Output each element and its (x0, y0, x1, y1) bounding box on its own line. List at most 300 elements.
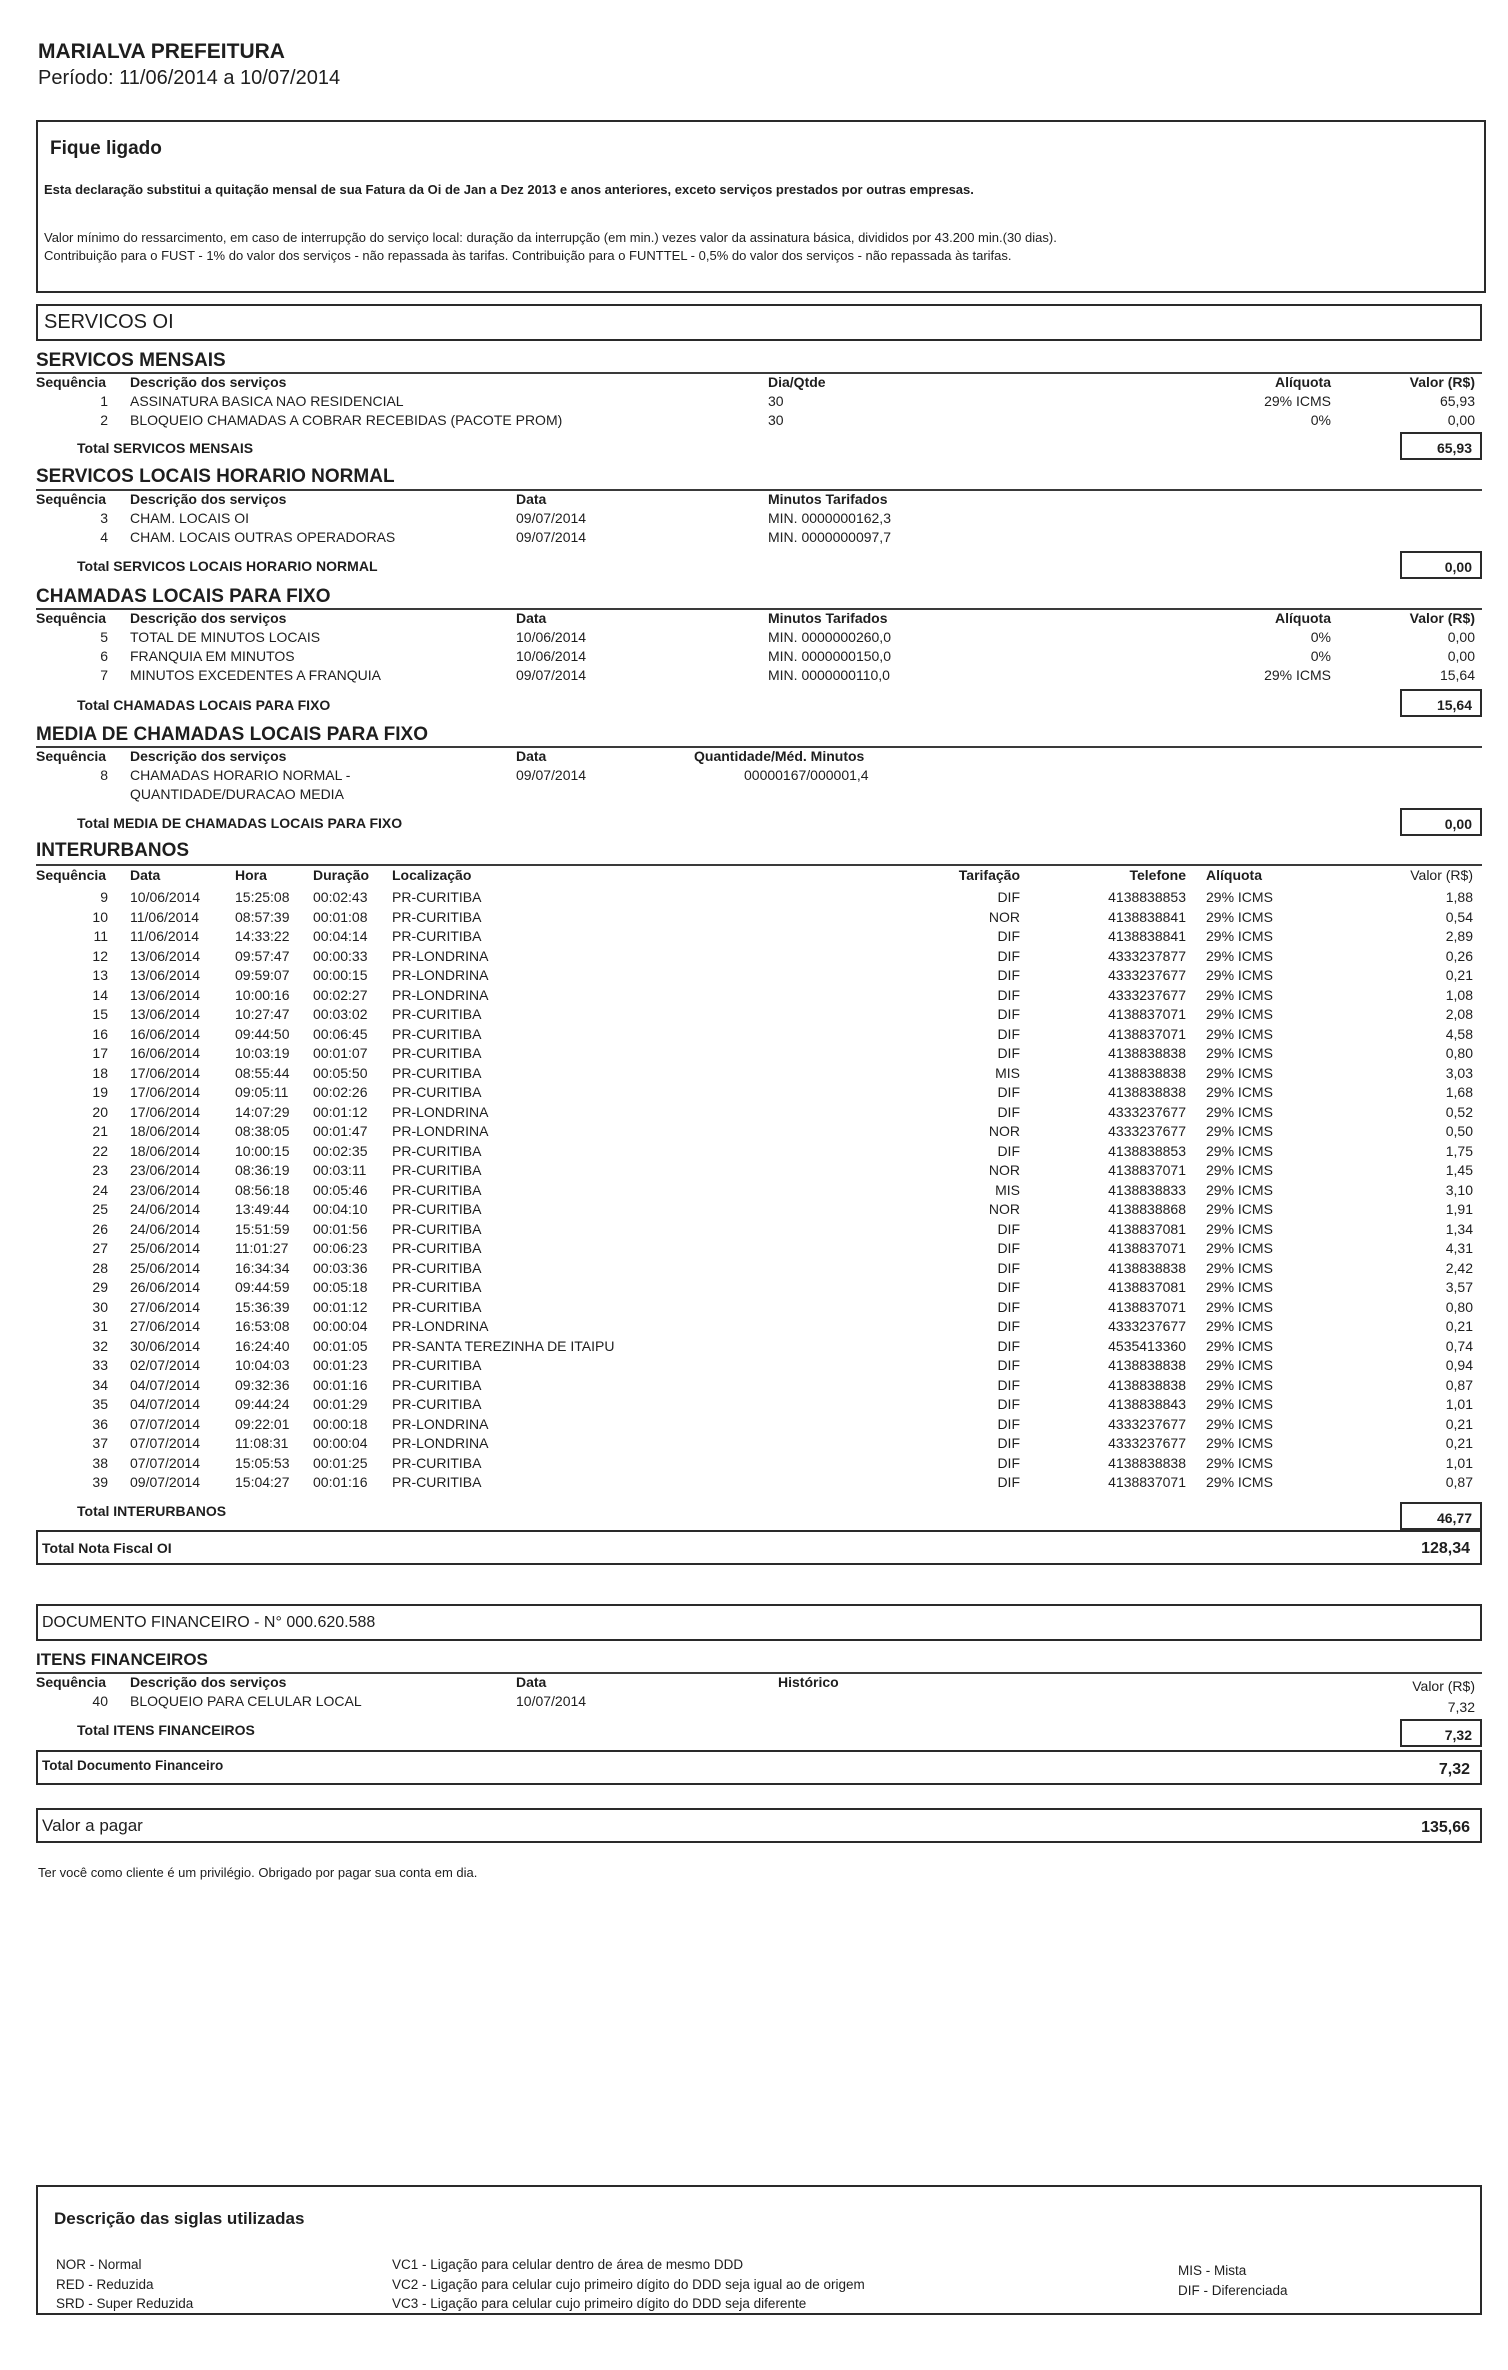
row-seq: 7 (100, 667, 108, 683)
row-tarifacao: NOR (988, 1162, 1020, 1178)
row-seq: 20 (92, 1103, 108, 1120)
row-hora: 15:51:59 (235, 1220, 290, 1237)
row-seq: 13 (92, 967, 108, 983)
row-valor: 1,08 (1445, 986, 1473, 1003)
row-hora: 08:56:18 (235, 1181, 290, 1198)
row-desc: ASSINATURA BASICA NAO RESIDENCIAL (130, 393, 404, 409)
section-title-locais-fixo: CHAMADAS LOCAIS PARA FIXO (36, 586, 331, 607)
row-valor: 3,10 (1445, 1181, 1473, 1198)
table-row (0, 1693, 1508, 1713)
row-valor: 0,52 (1445, 1103, 1473, 1120)
row-valor: 1,75 (1445, 1142, 1473, 1159)
row-minutos: MIN. 0000000150,0 (768, 648, 891, 664)
row-tarifacao: DIF (997, 1279, 1020, 1295)
row-data: 16/06/2014 (130, 1045, 201, 1061)
row-aliquota: 0% (1310, 648, 1331, 664)
row-qtde: 30 (768, 393, 784, 409)
col-data: Data (130, 867, 161, 883)
sigla-nor: NOR - Normal (56, 2257, 142, 2272)
servicos-oi-header (36, 304, 1482, 341)
row-data: 23/06/2014 (130, 1181, 201, 1198)
row-localizacao: PR-CURITIBA (392, 1142, 482, 1159)
row-tarifacao: DIF (997, 967, 1020, 983)
row-duracao: 00:01:56 (313, 1220, 368, 1237)
table-row (0, 1455, 1508, 1475)
row-localizacao: PR-CURITIBA (392, 1201, 482, 1217)
total-documento-financeiro-label: Total Documento Financeiro (42, 1758, 224, 1773)
row-duracao: 00:00:04 (313, 1435, 368, 1451)
row-telefone: 4138838838 (1108, 1454, 1186, 1471)
row-aliquota: 0% (1310, 629, 1331, 645)
row-data: 17/06/2014 (130, 1064, 201, 1081)
table-row (0, 1318, 1508, 1338)
row-aliquota: 29% ICMS (1206, 928, 1273, 944)
total-label-mensais: Total SERVICOS MENSAIS (77, 440, 254, 456)
row-hora: 09:59:07 (235, 967, 290, 983)
valor-a-pagar-box (36, 1808, 1482, 1843)
table-row (0, 1123, 1508, 1143)
row-qtde: 30 (768, 412, 784, 428)
row-seq: 22 (92, 1142, 108, 1159)
row-seq: 27 (92, 1240, 108, 1256)
row-data: 13/06/2014 (130, 1006, 201, 1022)
row-localizacao: PR-LONDRINA (392, 947, 489, 964)
row-seq: 29 (92, 1279, 108, 1295)
row-hora: 15:05:53 (235, 1454, 290, 1471)
row-data: 04/07/2014 (130, 1396, 201, 1412)
col-aliquota: Alíquota (1206, 867, 1262, 883)
row-valor: 1,45 (1445, 1162, 1473, 1178)
row-data: 27/06/2014 (130, 1318, 201, 1334)
sigla-vc1: VC1 - Ligação para celular dentro de área de mesmo DDD (392, 2257, 744, 2272)
section-title-locais-normal: SERVICOS LOCAIS HORARIO NORMAL (36, 466, 395, 487)
table-row (0, 629, 1508, 649)
row-telefone: 4138837071 (1108, 1474, 1186, 1490)
row-duracao: 00:01:05 (313, 1337, 368, 1354)
total-documento-financeiro-value: 7,32 (1438, 1761, 1470, 1778)
row-data: 13/06/2014 (130, 986, 201, 1003)
col-data: Data (516, 491, 547, 507)
row-valor: 1,34 (1445, 1220, 1473, 1237)
row-localizacao: PR-CURITIBA (392, 1240, 482, 1256)
row-hora: 08:55:44 (235, 1064, 290, 1081)
row-telefone: 4333237677 (1108, 1435, 1186, 1451)
col-aliquota: Alíquota (1275, 374, 1331, 390)
row-valor: 4,58 (1445, 1025, 1473, 1042)
table-row (0, 529, 1508, 549)
row-seq: 5 (100, 629, 108, 645)
row-aliquota: 29% ICMS (1206, 1279, 1273, 1295)
notice-line-2: Valor mínimo do ressarcimento, em caso de interrupção do serviço local: duração da interrupção (em min.) vezes valor da assinatura básica, divididos por 43.200 min.(30 dias). (44, 230, 1057, 245)
row-telefone: 4333237677 (1108, 1103, 1186, 1120)
sigla-dif: DIF - Diferenciada (1178, 2282, 1288, 2298)
col-data: Data (516, 748, 547, 764)
col-seq: Sequência (36, 374, 107, 390)
row-duracao: 00:04:10 (313, 1201, 368, 1217)
total-nota-fiscal-value: 128,34 (1421, 1540, 1470, 1557)
row-duracao: 00:06:45 (313, 1025, 368, 1042)
table-row (0, 412, 1508, 432)
table-row (0, 1026, 1508, 1046)
row-telefone: 4535413360 (1108, 1337, 1186, 1354)
table-row (0, 1377, 1508, 1397)
table-row (0, 1279, 1508, 1299)
row-seq: 17 (92, 1045, 108, 1061)
row-valor: 3,57 (1445, 1279, 1473, 1295)
col-minutos: Minutos Tarifados (768, 610, 888, 626)
table-row-continuation (0, 786, 1508, 806)
col-seq: Sequência (36, 491, 107, 507)
row-localizacao: PR-CURITIBA (392, 1084, 482, 1100)
row-localizacao: PR-CURITIBA (392, 1357, 482, 1373)
row-aliquota: 29% ICMS (1206, 1376, 1273, 1393)
total-nota-fiscal-box (36, 1530, 1482, 1565)
row-valor: 1,68 (1445, 1084, 1473, 1100)
row-duracao: 00:02:43 (313, 889, 368, 905)
row-localizacao: PR-CURITIBA (392, 1064, 482, 1081)
row-tarifacao: DIF (997, 1006, 1020, 1022)
row-tarifacao: DIF (997, 1259, 1020, 1276)
row-minutos: MIN. 0000000162,3 (768, 510, 891, 526)
row-hora: 11:08:31 (235, 1435, 289, 1451)
row-aliquota: 29% ICMS (1206, 1415, 1273, 1432)
row-data: 09/07/2014 (516, 529, 587, 545)
row-hora: 14:33:22 (235, 928, 290, 944)
row-data: 11/06/2014 (130, 928, 200, 944)
table-header-row (0, 748, 1508, 768)
row-localizacao: PR-LONDRINA (392, 1415, 489, 1432)
row-data: 09/07/2014 (130, 1474, 201, 1490)
row-duracao: 00:01:47 (313, 1123, 368, 1139)
col-desc: Descrição dos serviços (130, 1674, 287, 1690)
row-telefone: 4138837071 (1108, 1006, 1186, 1022)
row-data: 17/06/2014 (130, 1103, 201, 1120)
row-desc: BLOQUEIO PARA CELULAR LOCAL (130, 1693, 362, 1709)
table-row (0, 1435, 1508, 1455)
row-localizacao: PR-CURITIBA (392, 928, 482, 944)
row-aliquota: 29% ICMS (1206, 1025, 1273, 1042)
row-hora: 09:44:24 (235, 1396, 290, 1412)
row-duracao: 00:02:27 (313, 986, 368, 1003)
row-data: 17/06/2014 (130, 1084, 201, 1100)
notice-title: Fique ligado (50, 138, 162, 159)
row-tarifacao: DIF (997, 1454, 1020, 1471)
row-tarifacao: DIF (997, 1415, 1020, 1432)
row-data: 23/06/2014 (130, 1162, 201, 1178)
row-aliquota: 29% ICMS (1206, 1298, 1273, 1315)
row-duracao: 00:04:14 (313, 928, 368, 944)
table-row (0, 1260, 1508, 1280)
row-localizacao: PR-CURITIBA (392, 1279, 482, 1295)
row-seq: 9 (100, 889, 108, 905)
row-duracao: 00:01:12 (313, 1298, 368, 1315)
row-duracao: 00:01:16 (313, 1376, 368, 1393)
row-seq: 39 (92, 1474, 108, 1490)
row-telefone: 4138838838 (1108, 1064, 1186, 1081)
col-minutos: Minutos Tarifados (768, 491, 888, 507)
row-aliquota: 29% ICMS (1206, 967, 1273, 983)
row-aliquota: 29% ICMS (1206, 1162, 1273, 1178)
table-row (0, 393, 1508, 413)
documento-financeiro-header (36, 1604, 1482, 1641)
table-row (0, 767, 1508, 787)
row-hora: 10:00:15 (235, 1142, 290, 1159)
row-valor: 1,91 (1445, 1201, 1473, 1217)
row-data: 10/06/2014 (516, 648, 587, 664)
table-row (0, 1065, 1508, 1085)
row-localizacao: PR-CURITIBA (392, 1181, 482, 1198)
row-hora: 10:00:16 (235, 986, 290, 1003)
row-tarifacao: DIF (997, 1220, 1020, 1237)
row-tarifacao: MIS (995, 1064, 1020, 1081)
total-nota-fiscal-label: Total Nota Fiscal OI (42, 1540, 172, 1556)
row-valor: 1,01 (1445, 1454, 1473, 1471)
row-telefone: 4138838838 (1108, 1259, 1186, 1276)
row-tarifacao: DIF (997, 986, 1020, 1003)
col-tarifacao: Tarifação (958, 867, 1020, 883)
row-telefone: 4138837071 (1108, 1240, 1186, 1256)
row-hora: 11:01:27 (235, 1240, 289, 1256)
row-valor: 0,26 (1445, 947, 1473, 964)
col-desc: Descrição dos serviços (130, 610, 287, 626)
row-valor: 0,54 (1445, 908, 1473, 925)
row-tarifacao: DIF (997, 1357, 1020, 1373)
row-hora: 09:44:59 (235, 1279, 290, 1295)
siglas-col-3 (1178, 2261, 1288, 2300)
table-header-row (0, 491, 1508, 511)
notice-box (36, 120, 1486, 293)
row-localizacao: PR-SANTA TEREZINHA DE ITAIPU (392, 1337, 615, 1354)
valor-a-pagar-value: 135,66 (1421, 1819, 1470, 1836)
row-telefone: 4138837081 (1108, 1279, 1186, 1295)
row-hora: 16:53:08 (235, 1318, 290, 1334)
customer-name: MARIALVA PREFEITURA (38, 40, 285, 63)
row-valor: 1,88 (1445, 889, 1473, 905)
row-hora: 15:25:08 (235, 889, 290, 905)
row-seq: 23 (92, 1162, 108, 1178)
row-tarifacao: DIF (997, 1103, 1020, 1120)
row-localizacao: PR-CURITIBA (392, 1298, 482, 1315)
row-duracao: 00:03:36 (313, 1259, 368, 1276)
row-data: 27/06/2014 (130, 1298, 201, 1315)
row-minutos: MIN. 0000000110,0 (768, 667, 890, 683)
row-seq: 26 (92, 1220, 108, 1237)
col-desc: Descrição dos serviços (130, 748, 287, 764)
row-telefone: 4333237677 (1108, 967, 1186, 983)
row-seq: 15 (92, 1006, 108, 1022)
row-seq: 8 (100, 767, 108, 783)
col-seq: Sequência (36, 867, 107, 883)
row-desc-cont: QUANTIDADE/DURACAO MEDIA (130, 786, 344, 802)
row-localizacao: PR-CURITIBA (392, 1454, 482, 1471)
col-valor: Valor (R$) (1409, 374, 1475, 390)
row-seq: 3 (100, 510, 108, 526)
total-label-interurbanos: Total INTERURBANOS (77, 1503, 227, 1519)
row-data: 10/06/2014 (130, 889, 201, 905)
row-valor: 0,87 (1445, 1474, 1473, 1490)
row-hora: 14:07:29 (235, 1103, 290, 1120)
row-valor: 7,32 (1447, 1699, 1475, 1715)
row-tarifacao: DIF (997, 947, 1020, 964)
servicos-oi-title: SERVICOS OI (44, 311, 174, 333)
row-aliquota: 29% ICMS (1206, 1103, 1273, 1120)
row-localizacao: PR-LONDRINA (392, 1318, 489, 1334)
row-quantidade: 00000167/000001,4 (744, 767, 869, 783)
table-row (0, 1221, 1508, 1241)
row-data: 09/07/2014 (516, 767, 587, 783)
section-title-mensais: SERVICOS MENSAIS (36, 350, 226, 371)
row-data: 04/07/2014 (130, 1376, 201, 1393)
table-row (0, 1006, 1508, 1026)
billing-period: Período: 11/06/2014 a 10/07/2014 (38, 67, 341, 89)
row-aliquota: 29% ICMS (1206, 986, 1273, 1003)
section-title-interurbanos: INTERURBANOS (36, 840, 190, 861)
row-valor: 0,50 (1445, 1123, 1473, 1139)
row-seq: 30 (92, 1298, 108, 1315)
col-data: Data (516, 610, 547, 626)
row-tarifacao: DIF (997, 1142, 1020, 1159)
row-duracao: 00:00:33 (313, 947, 368, 964)
row-telefone: 4138838838 (1108, 1045, 1186, 1061)
row-valor: 0,80 (1445, 1045, 1473, 1061)
table-row (0, 1357, 1508, 1377)
row-duracao: 00:00:15 (313, 967, 368, 983)
col-historico: Histórico (778, 1674, 839, 1690)
table-row (0, 1396, 1508, 1416)
row-hora: 09:22:01 (235, 1415, 290, 1432)
sigla-mis: MIS - Mista (1178, 2263, 1247, 2278)
table-row (0, 1474, 1508, 1494)
total-label-locais-normal: Total SERVICOS LOCAIS HORARIO NORMAL (77, 558, 378, 574)
row-telefone: 4333237677 (1108, 986, 1186, 1003)
row-duracao: 00:01:07 (313, 1045, 368, 1061)
row-tarifacao: DIF (997, 1025, 1020, 1042)
row-aliquota: 29% ICMS (1206, 889, 1273, 905)
row-data: 09/07/2014 (516, 667, 587, 683)
row-hora: 16:24:40 (235, 1337, 290, 1354)
row-minutos: MIN. 0000000260,0 (768, 629, 891, 645)
row-duracao: 00:03:02 (313, 1006, 368, 1022)
table-row (0, 909, 1508, 929)
sigla-srd: SRD - Super Reduzida (56, 2296, 194, 2311)
row-duracao: 00:01:29 (313, 1396, 368, 1412)
total-documento-financeiro-box (36, 1750, 1482, 1785)
row-aliquota: 29% ICMS (1264, 667, 1331, 683)
row-duracao: 00:03:11 (313, 1162, 367, 1178)
row-duracao: 00:02:26 (313, 1084, 368, 1100)
row-data: 24/06/2014 (130, 1201, 201, 1217)
total-value-interurbanos: 46,77 (1400, 1502, 1482, 1530)
row-tarifacao: DIF (997, 1298, 1020, 1315)
row-seq: 32 (92, 1337, 108, 1354)
col-hora: Hora (235, 867, 267, 883)
row-valor: 3,03 (1445, 1064, 1473, 1081)
row-seq: 14 (92, 986, 108, 1003)
row-hora: 13:49:44 (235, 1201, 290, 1217)
row-seq: 31 (92, 1318, 108, 1334)
col-aliquota: Alíquota (1275, 610, 1331, 626)
notice-line-3: Contribuição para o FUST - 1% do valor dos serviços - não repassada às tarifas. Contribuição para o FUNTTEL - 0,5% do valor dos serviços - não repassada às tarifas. (44, 248, 1012, 263)
row-tarifacao: DIF (997, 1240, 1020, 1256)
row-tarifacao: DIF (997, 928, 1020, 944)
row-telefone: 4138838841 (1108, 928, 1186, 944)
total-value-locais-fixo: 15,64 (1400, 689, 1482, 717)
row-hora: 10:27:47 (235, 1006, 290, 1022)
row-telefone: 4138838838 (1108, 1376, 1186, 1393)
table-row (0, 1416, 1508, 1436)
row-desc: MINUTOS EXCEDENTES A FRANQUIA (130, 667, 382, 683)
row-tarifacao: NOR (988, 908, 1020, 925)
row-duracao: 00:00:04 (313, 1318, 368, 1334)
table-row (0, 510, 1508, 530)
row-seq: 36 (92, 1415, 108, 1432)
table-row (0, 1299, 1508, 1319)
total-value-itens-financeiros: 7,32 (1400, 1719, 1482, 1747)
row-duracao: 00:01:08 (313, 908, 368, 925)
row-localizacao: PR-LONDRINA (392, 967, 489, 983)
col-seq: Sequência (36, 610, 107, 626)
row-aliquota: 29% ICMS (1206, 1357, 1273, 1373)
row-duracao: 00:05:50 (313, 1064, 368, 1081)
row-desc: BLOQUEIO CHAMADAS A COBRAR RECEBIDAS (PACOTE PROM) (130, 412, 563, 428)
row-localizacao: PR-LONDRINA (392, 1435, 489, 1451)
row-aliquota: 29% ICMS (1206, 1220, 1273, 1237)
row-aliquota: 29% ICMS (1206, 908, 1273, 925)
row-aliquota: 29% ICMS (1206, 1006, 1273, 1022)
row-hora: 10:04:03 (235, 1357, 290, 1373)
row-data: 30/06/2014 (130, 1337, 201, 1354)
row-seq: 12 (92, 947, 108, 964)
row-data: 10/07/2014 (516, 1693, 587, 1709)
row-localizacao: PR-CURITIBA (392, 1220, 482, 1237)
table-row (0, 1240, 1508, 1260)
row-data: 07/07/2014 (130, 1415, 201, 1432)
row-data: 18/06/2014 (130, 1142, 201, 1159)
sigla-red: RED - Reduzida (56, 2276, 154, 2292)
row-hora: 09:05:11 (235, 1084, 289, 1100)
row-aliquota: 29% ICMS (1206, 1084, 1273, 1100)
row-data: 07/07/2014 (130, 1454, 201, 1471)
row-duracao: 00:01:16 (313, 1474, 368, 1490)
row-tarifacao: DIF (997, 1435, 1020, 1451)
row-valor: 0,21 (1445, 1318, 1473, 1334)
row-valor: 0,21 (1445, 1435, 1473, 1451)
table-row (0, 948, 1508, 968)
row-aliquota: 29% ICMS (1206, 1123, 1273, 1139)
row-aliquota: 29% ICMS (1206, 1396, 1273, 1412)
table-header-row (0, 867, 1508, 887)
row-duracao: 00:00:18 (313, 1415, 368, 1432)
row-seq: 21 (92, 1123, 108, 1139)
row-aliquota: 29% ICMS (1206, 1259, 1273, 1276)
notice-line-1: Esta declaração substitui a quitação mensal de sua Fatura da Oi de Jan a Dez 2013 e anos anteriores, exceto serviços prestados por outras empresas. (44, 182, 974, 197)
col-qtde: Dia/Qtde (768, 374, 826, 390)
row-tarifacao: DIF (997, 1376, 1020, 1393)
row-hora: 08:38:05 (235, 1123, 290, 1139)
row-aliquota: 29% ICMS (1206, 1045, 1273, 1061)
row-aliquota: 29% ICMS (1206, 1318, 1273, 1334)
siglas-title: Descrição das siglas utilizadas (54, 2209, 305, 2228)
row-tarifacao: DIF (997, 1396, 1020, 1412)
col-valor: Valor (R$) (1412, 1678, 1475, 1694)
row-seq: 40 (92, 1693, 108, 1709)
row-duracao: 00:05:46 (313, 1181, 368, 1198)
row-aliquota: 0% (1310, 412, 1331, 428)
table-row (0, 889, 1508, 909)
row-duracao: 00:06:23 (313, 1240, 368, 1256)
col-duracao: Duração (313, 867, 370, 883)
row-seq: 16 (92, 1025, 108, 1042)
